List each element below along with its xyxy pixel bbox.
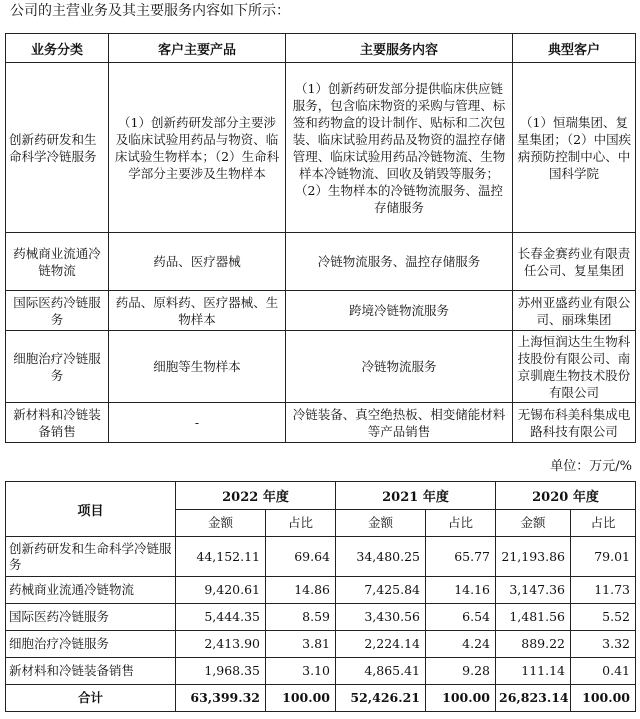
cell-category: 药械商业流通冷链物流 <box>6 233 109 291</box>
cell-ratio: 11.73 <box>571 577 636 604</box>
cell-ratio: 6.54 <box>426 604 496 631</box>
cell-ratio: 14.16 <box>426 577 496 604</box>
header-ratio: 占比 <box>571 510 636 537</box>
cell-ratio: 79.01 <box>571 537 636 577</box>
table-row <box>6 658 636 685</box>
revenue-header-years <box>6 482 636 510</box>
business-table <box>5 33 636 443</box>
cell-amount: 26,823.14 <box>496 685 571 712</box>
cell-customers: 苏州亚盛药业有限公司、丽珠集团 <box>513 291 636 331</box>
table-row <box>6 233 636 291</box>
cell-ratio: 14.86 <box>266 577 336 604</box>
cell-ratio: 69.64 <box>266 537 336 577</box>
table-row <box>6 63 636 233</box>
cell-amount: 3,147.36 <box>496 577 571 604</box>
revenue-table <box>5 481 636 712</box>
cell-amount: 7,425.84 <box>336 577 426 604</box>
table-row <box>6 331 636 403</box>
cell-ratio: 3.10 <box>266 658 336 685</box>
cell-services: （1）创新药研发部分提供临床供应链服务，包含临床物资的采购与管理、标签和药物盒的设计制作、贴标和二次包装、临床试验用药品及物资的温控存储管理、临床试验用药品冷链物流、生物样本冷链物流、回收及销毁等服务；（2）生物样本的冷链物流服务、温控存储服务 <box>286 63 513 233</box>
cell-category: 创新药研发和生命科学冷链服务 <box>6 63 109 233</box>
cell-services: 冷链装备、真空绝热板、相变储能材料等产品销售 <box>286 403 513 443</box>
cell-amount: 5,444.35 <box>176 604 266 631</box>
cell-ratio: 65.77 <box>426 537 496 577</box>
cell-amount: 52,426.21 <box>336 685 426 712</box>
cell-ratio: 4.24 <box>426 631 496 658</box>
header-services: 主要服务内容 <box>286 34 513 63</box>
cell-category: 细胞治疗冷链服务 <box>6 331 109 403</box>
row-name: 新材料和冷链装备销售 <box>6 658 176 685</box>
cell-ratio: 3.81 <box>266 631 336 658</box>
table-row <box>6 604 636 631</box>
business-table-header <box>6 34 636 63</box>
cell-products: - <box>109 403 286 443</box>
cell-ratio: 8.59 <box>266 604 336 631</box>
table-row <box>6 291 636 331</box>
cell-amount: 34,480.25 <box>336 537 426 577</box>
header-item: 项目 <box>6 482 176 537</box>
cell-ratio: 3.32 <box>571 631 636 658</box>
cell-ratio: 5.52 <box>571 604 636 631</box>
header-amount: 金额 <box>336 510 426 537</box>
cell-products: 药品、原料药、医疗器械、生物样本 <box>109 291 286 331</box>
header-ratio: 占比 <box>426 510 496 537</box>
table-row <box>6 577 636 604</box>
header-ratio: 占比 <box>266 510 336 537</box>
header-products: 客户主要产品 <box>109 34 286 63</box>
cell-customers: 长春金赛药业有限责任公司、复星集团 <box>513 233 636 291</box>
cell-category: 国际医药冷链服务 <box>6 291 109 331</box>
cell-ratio: 100.00 <box>426 685 496 712</box>
table-row <box>6 537 636 577</box>
cell-ratio: 9.28 <box>426 658 496 685</box>
cell-amount: 2,224.14 <box>336 631 426 658</box>
cell-amount: 21,193.86 <box>496 537 571 577</box>
cell-services: 冷链物流服务、温控存储服务 <box>286 233 513 291</box>
cell-products: 药品、医疗器械 <box>109 233 286 291</box>
header-year-2021: 2021 年度 <box>336 482 496 510</box>
row-name: 细胞治疗冷链服务 <box>6 631 176 658</box>
cell-amount: 889.22 <box>496 631 571 658</box>
cell-services: 跨境冷链物流服务 <box>286 291 513 331</box>
table-row <box>6 403 636 443</box>
cell-products: （1）创新药研发部分主要涉及临床试验用药品与物资、临床试验生物样本；（2）生命科学部分主要涉及生物样本 <box>109 63 286 233</box>
header-category: 业务分类 <box>6 34 109 63</box>
header-year-2022: 2022 年度 <box>176 482 336 510</box>
cell-category: 新材料和冷链装备销售 <box>6 403 109 443</box>
header-customers: 典型客户 <box>513 34 636 63</box>
cell-ratio: 0.41 <box>571 658 636 685</box>
row-name: 合计 <box>6 685 176 712</box>
cell-customers: 无锡布科美科集成电路科技有限公司 <box>513 403 636 443</box>
total-row <box>6 685 636 712</box>
cell-amount: 9,420.61 <box>176 577 266 604</box>
header-year-2020: 2020 年度 <box>496 482 636 510</box>
cell-ratio: 100.00 <box>571 685 636 712</box>
row-name: 药械商业流通冷链物流 <box>6 577 176 604</box>
intro-text: 公司的主营业务及其主要服务内容如下所示： <box>10 3 290 19</box>
cell-amount: 1,481.56 <box>496 604 571 631</box>
table-row <box>6 631 636 658</box>
header-amount: 金额 <box>496 510 571 537</box>
cell-services: 冷链物流服务 <box>286 331 513 403</box>
cell-products: 细胞等生物样本 <box>109 331 286 403</box>
unit-label: 单位：万元/% <box>550 459 632 474</box>
cell-amount: 44,152.11 <box>176 537 266 577</box>
cell-amount: 4,865.41 <box>336 658 426 685</box>
cell-customers: 上海恒润达生生物科技股份有限公司、南京驯鹿生物技术股份有限公司 <box>513 331 636 403</box>
row-name: 创新药研发和生命科学冷链服务 <box>6 537 176 577</box>
header-amount: 金额 <box>176 510 266 537</box>
cell-customers: （1）恒瑞集团、复星集团；（2）中国疾病预防控制中心、中国科学院 <box>513 63 636 233</box>
cell-amount: 111.14 <box>496 658 571 685</box>
cell-amount: 63,399.32 <box>176 685 266 712</box>
cell-amount: 2,413.90 <box>176 631 266 658</box>
cell-amount: 1,968.35 <box>176 658 266 685</box>
cell-amount: 3,430.56 <box>336 604 426 631</box>
row-name: 国际医药冷链服务 <box>6 604 176 631</box>
cell-ratio: 100.00 <box>266 685 336 712</box>
